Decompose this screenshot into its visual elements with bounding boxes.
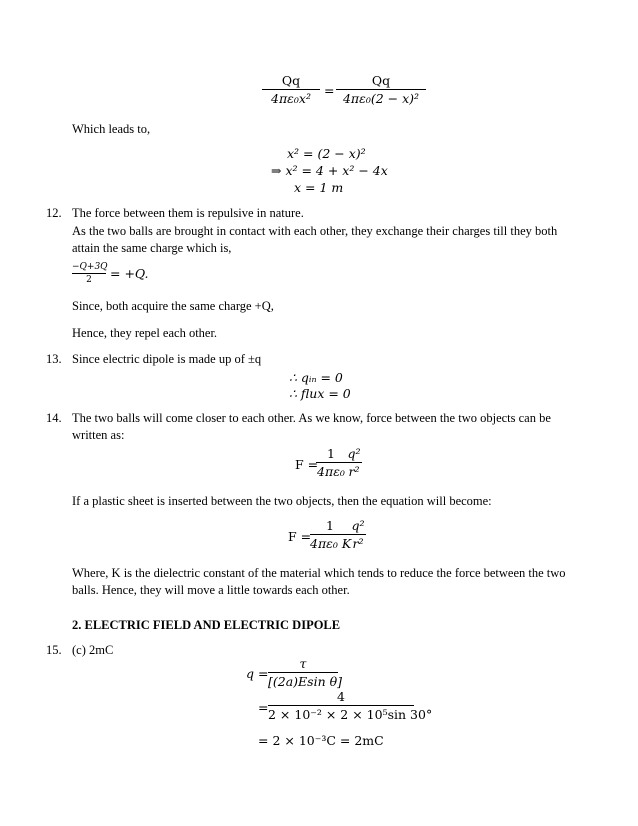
q12-number: 12. (46, 206, 62, 220)
eq1-rhs-fraction (336, 73, 426, 106)
q15-fraction-1 (268, 656, 342, 689)
q14-formula1-frac2-num: q² (347, 446, 361, 461)
q13-line2: ∴ flux = 0 (289, 386, 351, 401)
q12-title: The force between them is repulsive in nature. (72, 206, 304, 220)
q15-answer: (c) 2mC (72, 643, 114, 657)
q14-paragraph-3: Where, K is the dielectric constant of the material which tends to reduce the force between the two balls. Hence, they will move a little towards each other. (72, 566, 566, 597)
q12-fraction-rhs: = +Q. (110, 266, 149, 281)
q14-formula2-frac2-den: r² (352, 536, 364, 551)
q14-paragraph-1: The two balls will come closer to each other. As we know, force between the two objects can be written as: (72, 411, 551, 442)
q15-result: = 2 × 10⁻³C = 2mC (258, 733, 384, 748)
q12-paragraph-2: Since, both acquire the same charge +Q, (72, 299, 274, 313)
eq1-lhs-numerator: Qq (281, 73, 301, 88)
eq1-lhs-denominator: 4πε₀x² (271, 91, 311, 106)
q14-formula1-frac1 (316, 446, 346, 479)
eq1-rhs-numerator: Qq (371, 73, 391, 88)
q14-paragraph-2: If a plastic sheet is inserted between the two objects, then the equation will become: (72, 494, 492, 508)
eq2-line1: x² = (2 − x)² (287, 146, 366, 161)
q14-formula1-lhs: F = (295, 457, 319, 472)
q15-equals: = (258, 700, 269, 715)
q14-formula1-frac2-den: r² (348, 464, 360, 479)
q14-formula2-frac1 (310, 518, 350, 551)
q14-formula2-frac2 (350, 518, 366, 551)
eq2-line2: ⇒ x² = 4 + x² − 4x (271, 163, 388, 178)
q15-lhs: q = (246, 666, 269, 681)
q15-fraction-2 (268, 689, 433, 722)
q15-fraction-2-num: 4 (337, 689, 345, 704)
eq2-line3: x = 1 m (294, 180, 344, 195)
q15-fraction-2-den: 2 × 10⁻² × 2 × 10⁵sin 30° (268, 707, 433, 722)
q13-number: 13. (46, 352, 62, 366)
q14-formula2-frac1-num: 1 (326, 518, 334, 533)
eq1-rhs-denominator: 4πε₀(2 − x)² (342, 91, 420, 106)
q12-paragraph-1: As the two balls are brought in contact with each other, they exchange their charges till they both attain the same charge which is, (72, 224, 558, 255)
q14-formula2-frac1-den: 4πε₀ K (310, 536, 352, 551)
q15-number: 15. (46, 643, 62, 657)
q13-text: Since electric dipole is made up of ±q (72, 352, 262, 366)
eq1-equals: = (324, 83, 335, 98)
leads-to-text: Which leads to, (72, 122, 151, 136)
eq1-lhs-fraction (262, 73, 320, 106)
q12-paragraph-3: Hence, they repel each other. (72, 326, 218, 340)
q15-fraction-1-den: [(2a)Esin θ] (268, 674, 342, 689)
q13-line1: ∴ qᵢₙ = 0 (289, 370, 343, 385)
q12-fraction-numerator: −Q+3Q (72, 262, 108, 272)
q14-number: 14. (46, 411, 62, 425)
q14-formula1-frac2 (346, 446, 362, 479)
q15-fraction-1-num: τ (299, 656, 307, 671)
q12-fraction-denominator: 2 (86, 275, 92, 285)
section-heading: 2. ELECTRIC FIELD AND ELECTRIC DIPOLE (72, 618, 341, 632)
q12-fraction (72, 262, 106, 285)
q14-formula2-lhs: F = (288, 529, 312, 544)
q14-formula1-frac1-den: 4πε₀ (317, 464, 345, 479)
q14-formula1-frac1-num: 1 (327, 446, 335, 461)
q14-formula2-frac2-num: q² (351, 518, 365, 533)
